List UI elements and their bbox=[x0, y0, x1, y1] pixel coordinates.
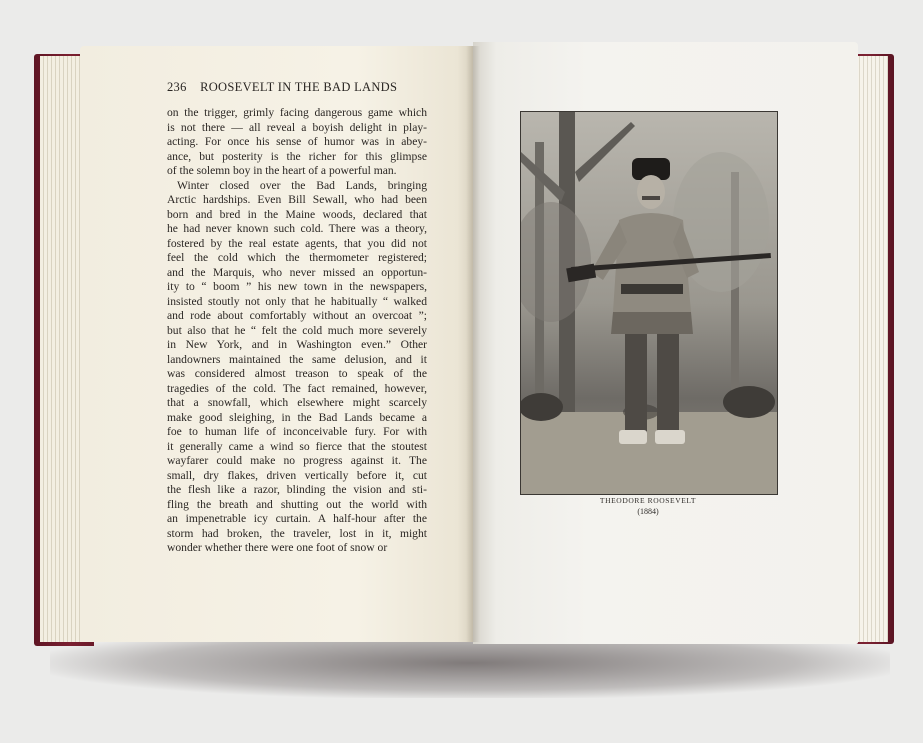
portrait-photograph bbox=[520, 111, 778, 495]
text-line: fostered by the real estate agents, that you did not bbox=[167, 236, 427, 250]
text-line: wonder whether there were one foot of snow or bbox=[167, 541, 388, 554]
text-line: but also that he “ felt the cold much more severely bbox=[167, 323, 427, 337]
text-line: make good sleighing, in the Bad Lands became a bbox=[167, 410, 427, 424]
text-line: ity to “ boom ” his new town in the newspapers, bbox=[167, 280, 427, 293]
page-body-text bbox=[167, 106, 427, 556]
portrait-caption bbox=[520, 495, 776, 517]
text-line: it generally came a wind so fierce that the stoutest bbox=[167, 439, 427, 453]
text-line: feel the cold which the thermometer registered; bbox=[167, 251, 427, 264]
text-line: and rode about comfortably without an overcoat ”; bbox=[167, 309, 427, 322]
book-gutter bbox=[466, 46, 480, 642]
text-line: in New York, and in Washington even.” Other bbox=[167, 338, 427, 351]
text-line: was considered almost treason to speak of the bbox=[167, 367, 427, 380]
running-head-title: ROOSEVELT IN THE BAD LANDS bbox=[200, 80, 398, 94]
caption-name: THEODORE ROOSEVELT bbox=[599, 496, 697, 505]
page-number: 236 bbox=[167, 80, 187, 94]
text-line: born and bred in the Maine woods, declared that bbox=[167, 207, 427, 221]
caption-year: (1884) bbox=[637, 507, 659, 516]
text-line: of the solemn boy in the heart of a powerful man. bbox=[167, 164, 397, 177]
text-line: fling the breath and shutting out the world with bbox=[167, 497, 427, 511]
text-line: tragedies of the cold. The fact remained, however, bbox=[167, 381, 427, 395]
text-line: ance, but posterity is the richer for this glimpse bbox=[167, 149, 427, 163]
ground bbox=[521, 412, 777, 494]
text-line: he had never known such cold. There was a theory, bbox=[167, 222, 427, 235]
text-line: Winter closed over the Bad Lands, bringing bbox=[177, 178, 427, 192]
text-line: acting. For once his sense of humor was in abey- bbox=[167, 135, 427, 148]
text-line: is not there — all reveal a boyish delight in play- bbox=[167, 120, 427, 134]
text-line: on the trigger, grimly facing dangerous game which bbox=[167, 106, 427, 119]
text-line: wayfarer could make no progress against it. The bbox=[167, 454, 427, 467]
text-line: foe to human life of inconceivable fury. For with bbox=[167, 425, 427, 438]
running-head bbox=[167, 80, 429, 95]
text-line: that a snowfall, which elsewhere might scarcely bbox=[167, 396, 427, 409]
portrait-illustration bbox=[521, 112, 777, 494]
text-line: an impenetrable icy curtain. A half-hour after the bbox=[167, 512, 427, 525]
text-line: Arctic hardships. Even Bill Sewall, who had been bbox=[167, 193, 427, 206]
text-line: small, dry flakes, driven vertically before it, cut bbox=[167, 468, 427, 482]
text-line: insisted stoutly not only that he habitually “ walked bbox=[167, 294, 427, 308]
text-line: storm had broken, the traveler, lost in it, might bbox=[167, 526, 427, 540]
text-line: landowners maintained the same delusion, and it bbox=[167, 352, 427, 366]
text-line: and the Marquis, who never missed an opportun- bbox=[167, 265, 427, 279]
text-line: the flesh like a razor, blinding the vision and sti- bbox=[167, 483, 427, 496]
